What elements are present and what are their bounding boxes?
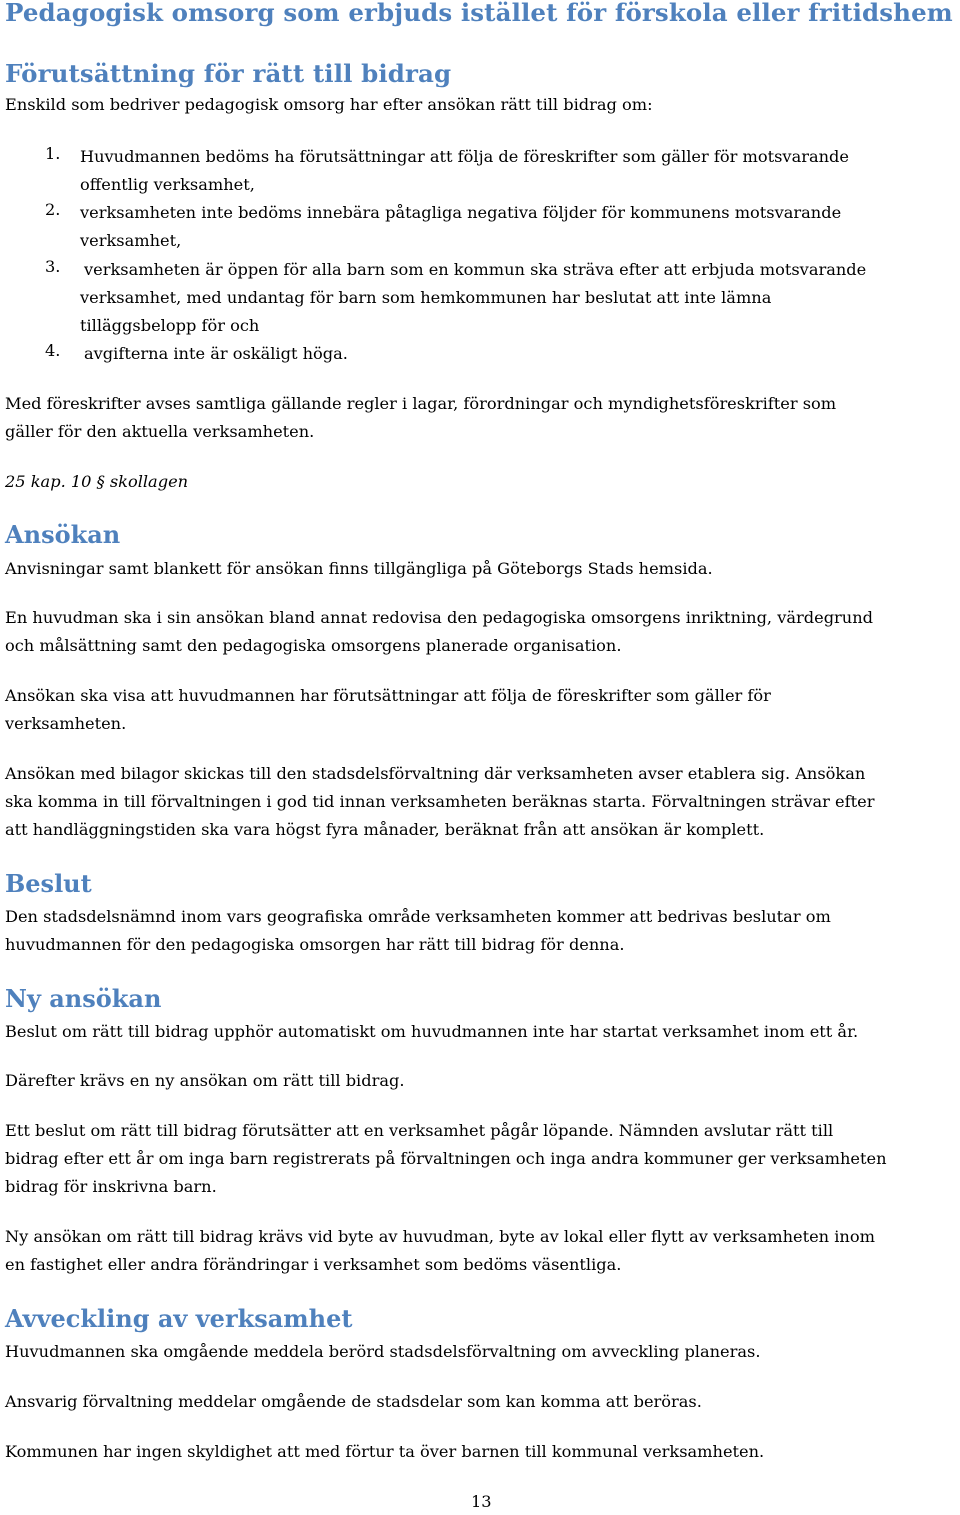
section-title-decision: Beslut	[5, 869, 92, 898]
law-reference: 25 kap. 10 § skollagen	[5, 472, 189, 491]
list-number: 2.	[45, 200, 61, 219]
section-title-prerequisites: Förutsättning för rätt till bidrag	[5, 59, 452, 88]
new-application-paragraph-line: Ett beslut om rätt till bidrag förutsätter att en verksamhet pågår löpande. Nämnden avslutar rätt till	[5, 1121, 834, 1140]
section-title-closure: Avveckling av verksamhet	[5, 1304, 353, 1333]
application-paragraph-line: En huvudman ska i sin ansökan bland annat redovisa den pedagogiska omsorgens inriktning, värdegrund	[5, 608, 874, 627]
list-text-line: offentlig verksamhet,	[80, 175, 255, 194]
section-title-application: Ansökan	[5, 520, 121, 549]
new-application-paragraph-line: Ny ansökan om rätt till bidrag krävs vid byte av huvudman, byte av lokal eller flytt av verksamheten inom	[5, 1227, 875, 1246]
list-number: 3.	[45, 257, 61, 276]
new-application-paragraph: Därefter krävs en ny ansökan om rätt till bidrag.	[5, 1071, 405, 1090]
decision-paragraph-line: huvudmannen för den pedagogiska omsorgen har rätt till bidrag för denna.	[5, 935, 625, 954]
new-application-paragraph-line: en fastighet eller andra förändringar i verksamhet som bedöms väsentliga.	[5, 1255, 622, 1274]
list-number: 1.	[45, 144, 61, 163]
page-heading: Pedagogisk omsorg som erbjuds istället för förskola eller fritidshem	[5, 0, 953, 27]
application-paragraph-line: Ansökan ska visa att huvudmannen har förutsättningar att följa de föreskrifter som gäller för	[5, 686, 771, 705]
list-text-line: verksamheten är öppen för alla barn som en kommun ska sträva efter att erbjuda motsvarande	[84, 260, 867, 279]
new-application-paragraph: Beslut om rätt till bidrag upphör automatiskt om huvudmannen inte har startat verksamhet inom ett år.	[5, 1022, 859, 1041]
closure-paragraph: Ansvarig förvaltning meddelar omgående de stadsdelar som kan komma att beröras.	[5, 1392, 702, 1411]
application-paragraph-line: Ansökan med bilagor skickas till den stadsdelsförvaltning där verksamheten avser etablera sig. Ansökan	[5, 764, 866, 783]
application-paragraph-line: verksamheten.	[5, 714, 127, 733]
application-paragraph-line: ska komma in till förvaltningen i god tid innan verksamheten beräknas starta. Förvaltningen strävar efter	[5, 792, 875, 811]
application-paragraph-line: att handläggningstiden ska vara högst fyra månader, beräknat från att ansökan är komplett.	[5, 820, 765, 839]
closure-paragraph: Huvudmannen ska omgående meddela berörd stadsdelsförvaltning om avveckling planeras.	[5, 1342, 761, 1361]
new-application-paragraph-line: bidrag efter ett år om inga barn registrerats på förvaltningen och inga andra kommuner ger verksamheten	[5, 1149, 887, 1168]
list-text-line: avgifterna inte är oskäligt höga.	[84, 344, 348, 363]
prereq-intro: Enskild som bedriver pedagogisk omsorg har efter ansökan rätt till bidrag om:	[5, 95, 653, 114]
decision-paragraph-line: Den stadsdelsnämnd inom vars geografiska område verksamheten kommer att bedrivas beslutar om	[5, 907, 831, 926]
prereq-paragraph-line: gäller för den aktuella verksamheten.	[5, 422, 315, 441]
list-number: 4.	[45, 341, 61, 360]
list-text-line: verksamhet, med undantag för barn som hemkommunen har beslutat att inte lämna	[80, 288, 772, 307]
new-application-paragraph-line: bidrag för inskrivna barn.	[5, 1177, 217, 1196]
list-text-line: verksamhet,	[80, 231, 182, 250]
closure-paragraph: Kommunen har ingen skyldighet att med förtur ta över barnen till kommunal verksamheten.	[5, 1442, 765, 1461]
list-text-line: Huvudmannen bedöms ha förutsättningar att följa de föreskrifter som gäller för motsvarande	[80, 147, 849, 166]
prereq-paragraph-line: Med föreskrifter avses samtliga gällande regler i lagar, förordningar och myndighetsföreskrifter som	[5, 394, 837, 413]
application-paragraph: Anvisningar samt blankett för ansökan finns tillgängliga på Göteborgs Stads hemsida.	[5, 559, 713, 578]
list-text-line: verksamheten inte bedöms innebära påtagliga negativa följder för kommunens motsvarande	[80, 203, 842, 222]
application-paragraph-line: och målsättning samt den pedagogiska omsorgens planerade organisation.	[5, 636, 622, 655]
list-text-line: tilläggsbelopp för och	[80, 316, 260, 335]
section-title-new-application: Ny ansökan	[5, 984, 162, 1013]
page-number: 13	[471, 1492, 492, 1511]
